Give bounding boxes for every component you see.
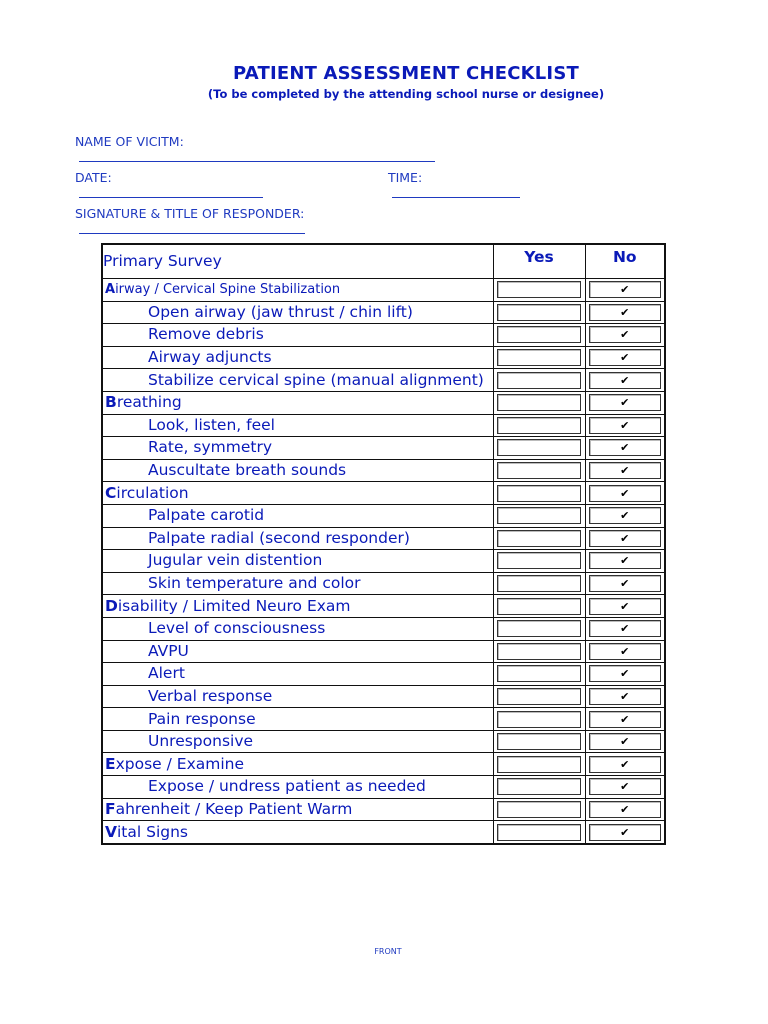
yes-cell [493, 821, 585, 844]
table-row [102, 753, 665, 776]
yes-checkbox[interactable] [497, 417, 581, 434]
no-checkbox[interactable]: ✔ [589, 439, 661, 456]
no-cell [585, 550, 665, 573]
checklist-item-label: Stabilize cervical spine (manual alignment) [102, 369, 493, 392]
yes-checkbox[interactable] [497, 688, 581, 705]
no-checkbox[interactable]: ✔ [589, 281, 661, 298]
no-checkbox[interactable]: ✔ [589, 756, 661, 773]
table-row [102, 369, 665, 392]
checklist-item-label [102, 595, 493, 618]
time-line[interactable] [392, 185, 520, 198]
section-title: ital Signs [117, 822, 188, 841]
no-cell [585, 482, 665, 505]
table-row [102, 595, 665, 618]
section-title: ahrenheit / Keep Patient Warm [115, 799, 353, 818]
no-checkbox[interactable]: ✔ [589, 349, 661, 366]
yes-cell [493, 527, 585, 550]
no-column-header: No [585, 244, 665, 279]
yes-cell [493, 572, 585, 595]
section-title: irway / Cervical Spine Stabilization [115, 282, 341, 298]
time-field [380, 155, 520, 201]
yes-checkbox[interactable] [497, 304, 581, 321]
page-subtitle: (To be completed by the attending school nurse or designee) [207, 87, 605, 101]
yes-checkbox[interactable] [497, 824, 581, 841]
yes-cell [493, 301, 585, 324]
checklist-item-label: Jugular vein distention [102, 550, 493, 573]
yes-checkbox[interactable] [497, 281, 581, 298]
yes-checkbox[interactable] [497, 733, 581, 750]
yes-checkbox[interactable] [497, 643, 581, 660]
no-checkbox[interactable]: ✔ [589, 711, 661, 728]
time-label: TIME: [387, 170, 423, 185]
no-cell [585, 301, 665, 324]
yes-checkbox[interactable] [497, 439, 581, 456]
no-cell [585, 595, 665, 618]
yes-cell [493, 414, 585, 437]
section-title: isability / Limited Neuro Exam [117, 596, 351, 615]
no-cell [585, 459, 665, 482]
primary-survey-heading: Primary Survey [102, 244, 493, 279]
no-cell [585, 391, 665, 414]
yes-cell [493, 459, 585, 482]
section-title: reathing [116, 393, 182, 412]
yes-checkbox[interactable] [497, 349, 581, 366]
yes-cell [493, 346, 585, 369]
table-row [102, 459, 665, 482]
no-cell [585, 798, 665, 821]
checklist-item-label: Open airway (jaw thrust / chin lift) [102, 301, 493, 324]
checklist-item-label: Skin temperature and color [102, 572, 493, 595]
table-row [102, 279, 665, 302]
table-row [102, 346, 665, 369]
yes-checkbox[interactable] [497, 462, 581, 479]
table-row [102, 527, 665, 550]
victim-name-label: NAME OF VICITM: [74, 134, 184, 149]
checklist-item-label: Look, listen, feel [102, 414, 493, 437]
no-cell [585, 414, 665, 437]
section-initial: D [105, 596, 118, 615]
no-checkbox[interactable]: ✔ [589, 417, 661, 434]
checklist-item-label: AVPU [102, 640, 493, 663]
no-checkbox[interactable]: ✔ [589, 394, 661, 411]
no-cell [585, 369, 665, 392]
table-header-row [102, 244, 665, 279]
checklist-item-label: Palpate carotid [102, 504, 493, 527]
no-cell [585, 730, 665, 753]
checklist-item-label: Alert [102, 663, 493, 686]
no-cell [585, 346, 665, 369]
section-initial: F [105, 799, 116, 818]
checklist-item-label: Verbal response [102, 685, 493, 708]
yes-checkbox[interactable] [497, 326, 581, 343]
no-cell [585, 776, 665, 799]
no-checkbox[interactable]: ✔ [589, 485, 661, 502]
yes-checkbox[interactable] [497, 507, 581, 524]
no-cell [585, 527, 665, 550]
yes-cell [493, 753, 585, 776]
table-row [102, 572, 665, 595]
no-cell [585, 708, 665, 731]
no-cell [585, 663, 665, 686]
table-row [102, 550, 665, 573]
section-initial: E [105, 754, 116, 773]
no-cell [585, 640, 665, 663]
yes-cell [493, 776, 585, 799]
no-cell [585, 572, 665, 595]
table-row [102, 437, 665, 460]
yes-cell [493, 640, 585, 663]
no-checkbox[interactable]: ✔ [589, 801, 661, 818]
table-row [102, 730, 665, 753]
checklist-item-label: Rate, symmetry [102, 437, 493, 460]
primary-survey-table [101, 243, 666, 845]
date-label: DATE: [74, 170, 112, 185]
yes-cell [493, 324, 585, 347]
no-checkbox[interactable]: ✔ [589, 326, 661, 343]
checklist-item-label: Expose / undress patient as needed [102, 776, 493, 799]
checklist-item-label [102, 821, 493, 844]
yes-cell [493, 617, 585, 640]
yes-column-header: Yes [493, 244, 585, 279]
yes-checkbox[interactable] [497, 801, 581, 818]
yes-checkbox[interactable] [497, 485, 581, 502]
page-footer: FRONT [374, 947, 402, 956]
no-cell [585, 821, 665, 844]
table-row [102, 776, 665, 799]
no-checkbox[interactable]: ✔ [589, 620, 661, 637]
yes-cell [493, 550, 585, 573]
no-checkbox[interactable]: ✔ [589, 575, 661, 592]
signature-line[interactable] [79, 221, 305, 234]
yes-checkbox[interactable] [497, 711, 581, 728]
yes-cell [493, 279, 585, 302]
table-row [102, 685, 665, 708]
yes-checkbox[interactable] [497, 598, 581, 615]
checklist-item-label [102, 482, 493, 505]
section-initial: C [105, 483, 117, 502]
no-cell [585, 685, 665, 708]
no-cell [585, 324, 665, 347]
yes-cell [493, 369, 585, 392]
yes-cell [493, 708, 585, 731]
table-row [102, 821, 665, 844]
table-row [102, 798, 665, 821]
checklist-item-label: Palpate radial (second responder) [102, 527, 493, 550]
yes-cell [493, 391, 585, 414]
no-checkbox[interactable]: ✔ [589, 598, 661, 615]
signature-field [67, 191, 305, 237]
checklist-item-label: Remove debris [102, 324, 493, 347]
table-row [102, 414, 665, 437]
table-row [102, 301, 665, 324]
yes-checkbox[interactable] [497, 756, 581, 773]
yes-checkbox[interactable] [497, 530, 581, 547]
no-checkbox[interactable]: ✔ [589, 688, 661, 705]
no-checkbox[interactable]: ✔ [589, 304, 661, 321]
no-cell [585, 753, 665, 776]
section-title: irculation [116, 483, 189, 502]
table-row [102, 640, 665, 663]
table-row [102, 663, 665, 686]
table-row [102, 617, 665, 640]
section-initial: B [105, 393, 117, 412]
yes-checkbox[interactable] [497, 394, 581, 411]
page-title: PATIENT ASSESSMENT CHECKLIST [233, 63, 579, 84]
no-cell [585, 437, 665, 460]
checklist-item-label: Pain response [102, 708, 493, 731]
yes-cell [493, 437, 585, 460]
checklist-item-label: Auscultate breath sounds [102, 459, 493, 482]
no-checkbox[interactable]: ✔ [589, 530, 661, 547]
section-title: xpose / Examine [115, 754, 245, 773]
yes-cell [493, 504, 585, 527]
checklist-item-label: Unresponsive [102, 730, 493, 753]
table-row [102, 391, 665, 414]
yes-checkbox[interactable] [497, 620, 581, 637]
no-checkbox[interactable]: ✔ [589, 665, 661, 682]
yes-cell [493, 663, 585, 686]
yes-checkbox[interactable] [497, 372, 581, 389]
checklist-item-label [102, 798, 493, 821]
table-row [102, 482, 665, 505]
checklist-item-label: Airway adjuncts [102, 346, 493, 369]
yes-cell [493, 595, 585, 618]
yes-cell [493, 482, 585, 505]
no-checkbox[interactable]: ✔ [589, 372, 661, 389]
yes-checkbox[interactable] [497, 552, 581, 569]
checklist-item-label [102, 753, 493, 776]
yes-cell [493, 798, 585, 821]
no-checkbox[interactable]: ✔ [589, 643, 661, 660]
checklist-item-label: Level of consciousness [102, 617, 493, 640]
section-initial: V [105, 822, 117, 841]
yes-checkbox[interactable] [497, 665, 581, 682]
table-row [102, 504, 665, 527]
yes-cell [493, 730, 585, 753]
no-cell [585, 617, 665, 640]
yes-cell [493, 685, 585, 708]
no-checkbox[interactable]: ✔ [589, 462, 661, 479]
table-row [102, 324, 665, 347]
checklist-item-label [102, 279, 493, 302]
signature-label: SIGNATURE & TITLE OF RESPONDER: [74, 206, 305, 221]
yes-checkbox[interactable] [497, 575, 581, 592]
no-cell [585, 279, 665, 302]
no-checkbox[interactable]: ✔ [589, 507, 661, 524]
no-checkbox[interactable]: ✔ [589, 778, 661, 795]
section-initial: A [105, 282, 116, 298]
no-checkbox[interactable]: ✔ [589, 824, 661, 841]
no-cell [585, 504, 665, 527]
no-checkbox[interactable]: ✔ [589, 733, 661, 750]
no-checkbox[interactable]: ✔ [589, 552, 661, 569]
yes-checkbox[interactable] [497, 778, 581, 795]
table-row [102, 708, 665, 731]
checklist-item-label [102, 391, 493, 414]
